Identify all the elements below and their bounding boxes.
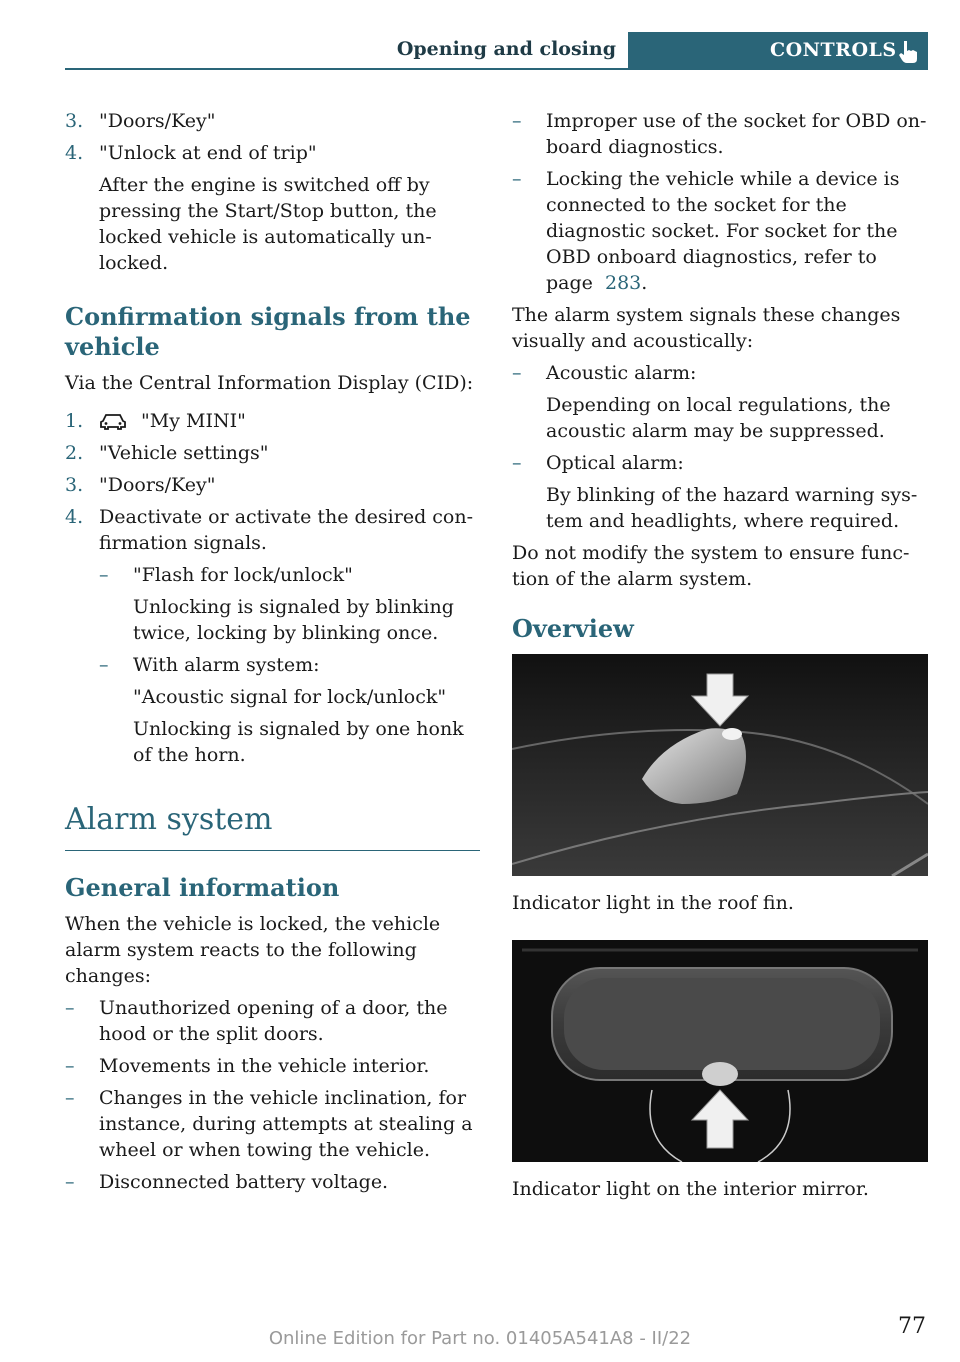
sub-item bbox=[99, 652, 480, 768]
roof-fin-photo bbox=[512, 654, 928, 876]
general-text: When the vehicle is locked, the vehicle alarm system reacts to the following changes: bbox=[65, 913, 441, 987]
bullet-dash: – bbox=[512, 452, 522, 474]
bullet-dash: – bbox=[65, 1055, 75, 1077]
menu-path: "My MINI" bbox=[141, 410, 246, 432]
car-icon bbox=[99, 412, 127, 430]
list-item bbox=[512, 450, 928, 534]
running-header bbox=[65, 32, 628, 70]
item-number: 1. bbox=[65, 410, 84, 432]
figure-caption-roof-fin: Indicator light in the roof fin. bbox=[512, 892, 794, 914]
menu-path: "Vehicle settings" bbox=[99, 442, 269, 464]
option-description: Unlocking is signaled by blinking twice, locking by blinking once. bbox=[133, 596, 454, 644]
menu-path: "Doors/Key" bbox=[99, 474, 216, 496]
right-column bbox=[512, 108, 928, 1202]
bullet-text: Disconnected battery voltage. bbox=[99, 1171, 389, 1193]
signal-label: Acoustic alarm: bbox=[546, 362, 697, 384]
section-title: Opening and closing bbox=[396, 38, 616, 60]
sub-item bbox=[99, 562, 480, 646]
interior-mirror-photo bbox=[512, 940, 928, 1162]
bullet-text: Locking the vehicle while a device is connected to the socket for the diagnostic socket. For socket for the OBD onboard diagnostics, refer to page bbox=[546, 168, 900, 294]
list-item bbox=[65, 1169, 480, 1195]
left-column bbox=[65, 108, 480, 1201]
list-item bbox=[65, 108, 480, 134]
option-label: "Flash for lock/unlock" bbox=[133, 564, 353, 586]
bullet-text: Improper use of the socket for OBD onboard diagnostics. bbox=[546, 110, 927, 158]
alarm-system-title: Alarm system bbox=[65, 802, 480, 851]
item-number: 3. bbox=[65, 110, 84, 132]
signal-label: Optical alarm: bbox=[546, 452, 684, 474]
chapter-title: CONTROLS bbox=[770, 39, 897, 61]
bullet-dash: – bbox=[512, 362, 522, 384]
overview-heading: Overview bbox=[512, 614, 634, 643]
list-item bbox=[65, 1053, 480, 1079]
edition-footer: Online Edition for Part no. 01405A541A8 - II/22 bbox=[268, 1328, 692, 1349]
bullet-dash: – bbox=[65, 1087, 75, 1109]
menu-path: "Doors/Key" bbox=[99, 110, 216, 132]
bullet-dash: – bbox=[512, 168, 522, 190]
page-number: 77 bbox=[898, 1314, 926, 1339]
list-item bbox=[65, 408, 480, 434]
menu-path: "Unlock at end of trip" bbox=[99, 142, 317, 164]
punctuation: . bbox=[641, 272, 648, 294]
chapter-tab bbox=[628, 32, 928, 70]
page-reference-link[interactable]: 283 bbox=[605, 272, 642, 294]
item-description: After the engine is switched off by pressing the Start/Stop button, the locked vehicle is automatically unlocked. bbox=[99, 174, 437, 274]
figure-caption-interior-mirror: Indicator light on the interior mirror. bbox=[512, 1178, 869, 1200]
signals-text: The alarm system signals these changes visually and acoustically: bbox=[512, 304, 901, 352]
step-text: Deactivate or activate the desired confirmation signals. bbox=[99, 506, 474, 554]
bullet-text: Changes in the vehicle inclination, for instance, during attempts at stealing a wheel or when towing the vehicle. bbox=[99, 1087, 473, 1161]
signal-description: By blinking of the hazard warning system and headlights, where required. bbox=[546, 484, 918, 532]
intro-text: Via the Central Information Display (CID): bbox=[65, 372, 474, 394]
list-item bbox=[65, 995, 480, 1047]
bullet-dash: – bbox=[65, 1171, 75, 1193]
bullet-text: Unauthorized opening of a door, the hood or the split doors. bbox=[99, 997, 448, 1045]
pointing-hand-icon bbox=[896, 39, 920, 65]
list-item bbox=[65, 472, 480, 498]
list-item bbox=[65, 1085, 480, 1163]
bullet-dash: – bbox=[512, 110, 522, 132]
bullet-dash: – bbox=[65, 997, 75, 1019]
option-value: "Acoustic signal for lock/unlock" bbox=[133, 686, 447, 708]
option-description: Unlocking is signaled by one honk of the horn. bbox=[133, 718, 464, 766]
confirmation-heading: Confirmation signals from the vehicle bbox=[65, 302, 471, 361]
list-item bbox=[65, 440, 480, 466]
option-label: With alarm system: bbox=[133, 654, 320, 676]
list-item bbox=[65, 504, 480, 774]
bullet-dash: – bbox=[99, 654, 109, 676]
list-item bbox=[512, 108, 928, 160]
list-item bbox=[512, 166, 928, 296]
bullet-text: Movements in the vehicle interior. bbox=[99, 1055, 430, 1077]
general-information-heading: General information bbox=[65, 873, 340, 902]
item-number: 2. bbox=[65, 442, 84, 464]
list-item bbox=[512, 360, 928, 444]
modify-warning-text: Do not modify the system to ensure function of the alarm system. bbox=[512, 542, 910, 590]
signal-description: Depending on local regulations, the acoustic alarm may be suppressed. bbox=[546, 394, 891, 442]
bullet-dash: – bbox=[99, 564, 109, 586]
item-number: 4. bbox=[65, 142, 84, 164]
item-number: 3. bbox=[65, 474, 84, 496]
list-item bbox=[65, 140, 480, 276]
item-number: 4. bbox=[65, 506, 84, 528]
